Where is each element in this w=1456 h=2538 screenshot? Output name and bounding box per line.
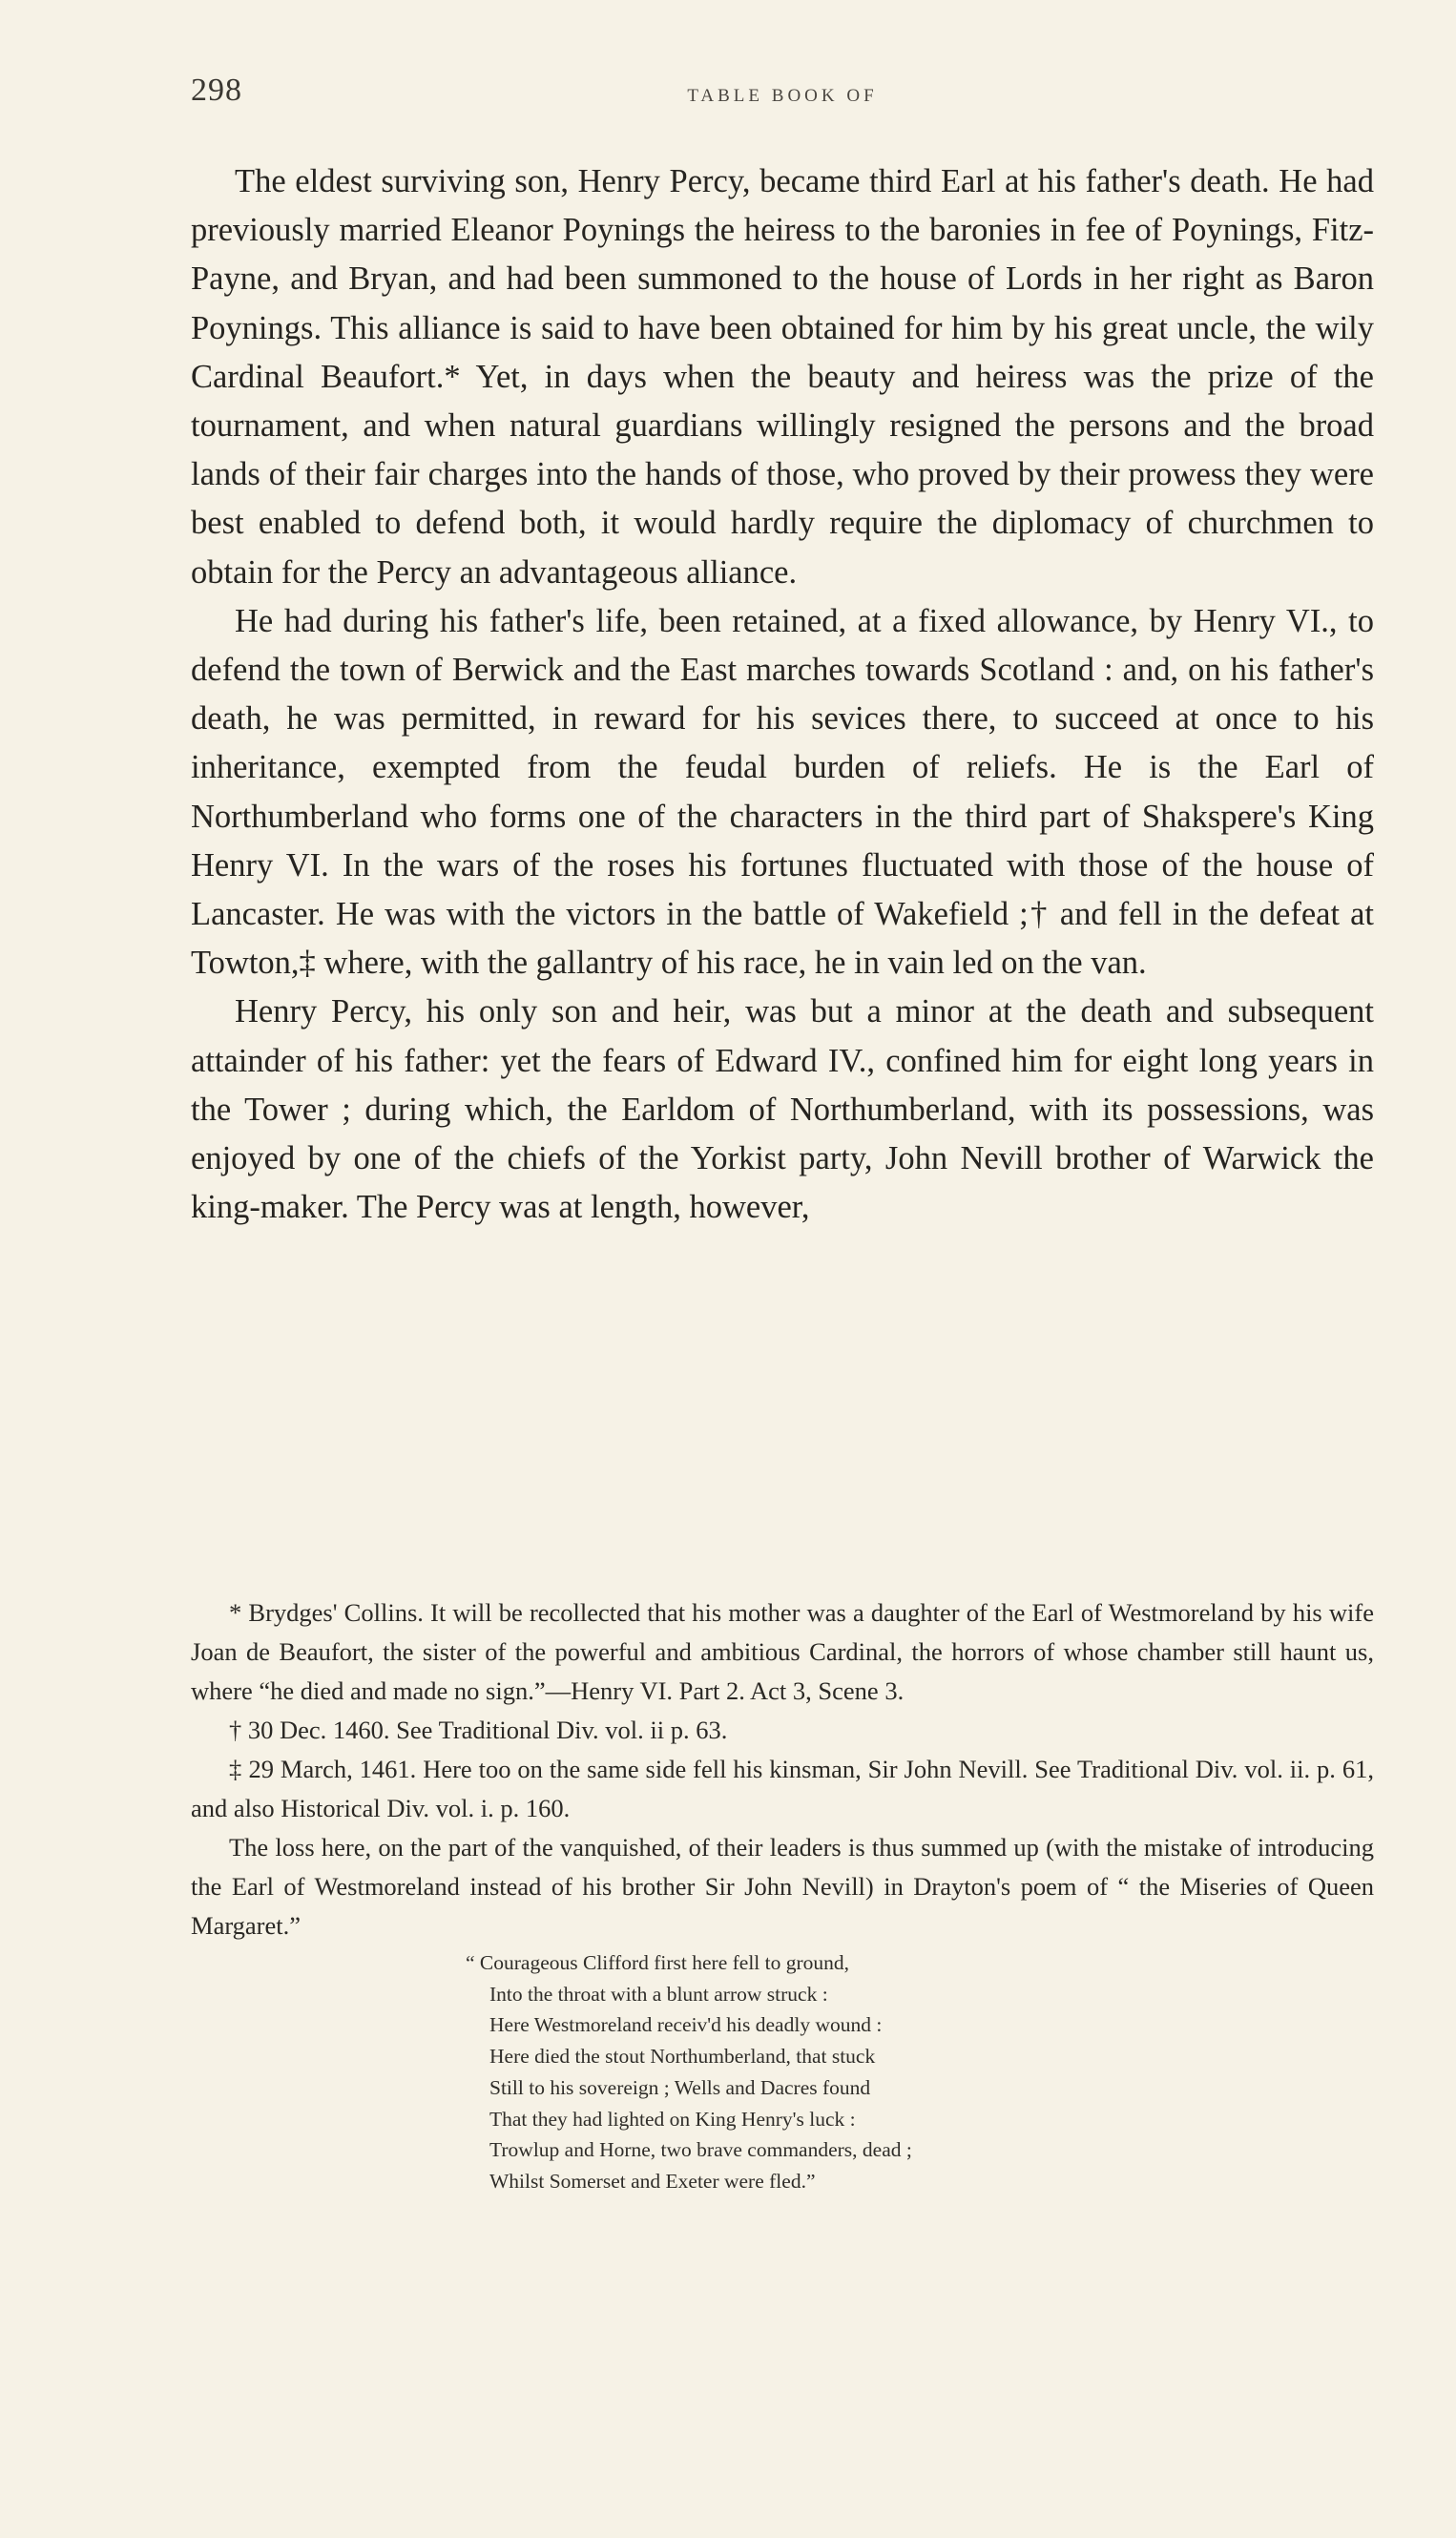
poem-line: Here died the stout Northumberland, that stuck [489, 2045, 876, 2069]
footnote-double-dagger: ‡ 29 March, 1461. Here too on the same side fell his kinsman, Sir John Nevill. See Traditional Div. vol. ii. p. 61, and also Historical Div. vol. i. p. 160. [191, 1755, 1374, 1822]
poem-line: Whilst Somerset and Exeter were fled.” [489, 2169, 816, 2193]
poem-line: Into the throat with a blunt arrow struck : [489, 1982, 828, 2006]
running-title: TABLE BOOK OF [687, 86, 878, 106]
poem-line: That they had lighted on King Henry's luck : [489, 2107, 856, 2131]
footnotes [191, 1593, 1374, 2197]
poem-line: Trowlup and Horne, two brave commanders, dead ; [489, 2138, 912, 2162]
footnote-star: * Brydges' Collins. It will be recollected that his mother was a daughter of the Earl of Westmoreland by his wife Joan de Beaufort, the sister of the powerful and ambitious Cardinal, the horrors of whose chamber still haunt us, where “he died and made no sign.”—Henry VI. Part 2. Act 3, Scene 3. [191, 1598, 1374, 1705]
poem-line: “ Courageous Clifford first here fell to ground, [466, 1951, 850, 1974]
page-number: 298 [191, 73, 242, 108]
drayton-poem [466, 1947, 1374, 2197]
paragraph-1: The eldest surviving son, Henry Percy, became third Earl at his father's death. He had previously married Eleanor Poynings the heiress to the baronies in fee of Poynings, Fitz-Payne, and Bryan, and had been summoned to the house of Lords in her right as Baron Poynings. This alliance is said to have been obtained for him by his great uncle, the wily Cardinal Beaufort.* Yet, in days when the beauty and heiress was the prize of the tournament, and when natural guardians willingly resigned the persons and the broad lands of their fair charges into the hands of those, who proved by their prowess they were best enabled to defend both, it would hardly require the diplomacy of churchmen to obtain for the Percy an advantageous alliance. [191, 163, 1374, 591]
footnote-loss-summary: The loss here, on the part of the vanquished, of their leaders is thus summed up (with the mistake of introducing the Earl of Westmoreland instead of his brother Sir John Nevill) in Drayton's poem of “ the Miseries of Queen Margaret.” [191, 1833, 1374, 1940]
poem-line: Here Westmoreland receiv'd his deadly wound : [489, 2013, 883, 2037]
poem-line: Still to his sovereign ; Wells and Dacres found [489, 2075, 871, 2099]
paragraph-3: Henry Percy, his only son and heir, was but a minor at the death and subsequent attainder of his father: yet the fears of Edward IV., confined him for eight long years in the Tower ; during which, the Earldom of Northumberland, with its possessions, was enjoyed by one of the chiefs of the Yorkist party, John Nevill brother of Warwick the king-maker. The Percy was at length, however, [191, 993, 1374, 1226]
footnote-dagger: † 30 Dec. 1460. See Traditional Div. vol. ii p. 63. [229, 1716, 728, 1744]
page-header [191, 67, 1374, 114]
paragraph-2: He had during his father's life, been retained, at a fixed allowance, by Henry VI., to defend the town of Berwick and the East marches towards Scotland : and, on his father's death, he was permitted, in reward for his sevices there, to succeed at once to his inheritance, exempted from the feudal burden of reliefs. He is the Earl of Northumberland who forms one of the characters in the third part of Shakspere's King Henry VI. In the wars of the roses his fortunes fluctuated with those of the house of Lancaster. He was with the victors in the battle of Wakefield ;† and fell in the defeat at Towton,‡ where, with the gallantry of his race, he in vain led on the van. [191, 602, 1374, 982]
main-text [191, 157, 1374, 1232]
